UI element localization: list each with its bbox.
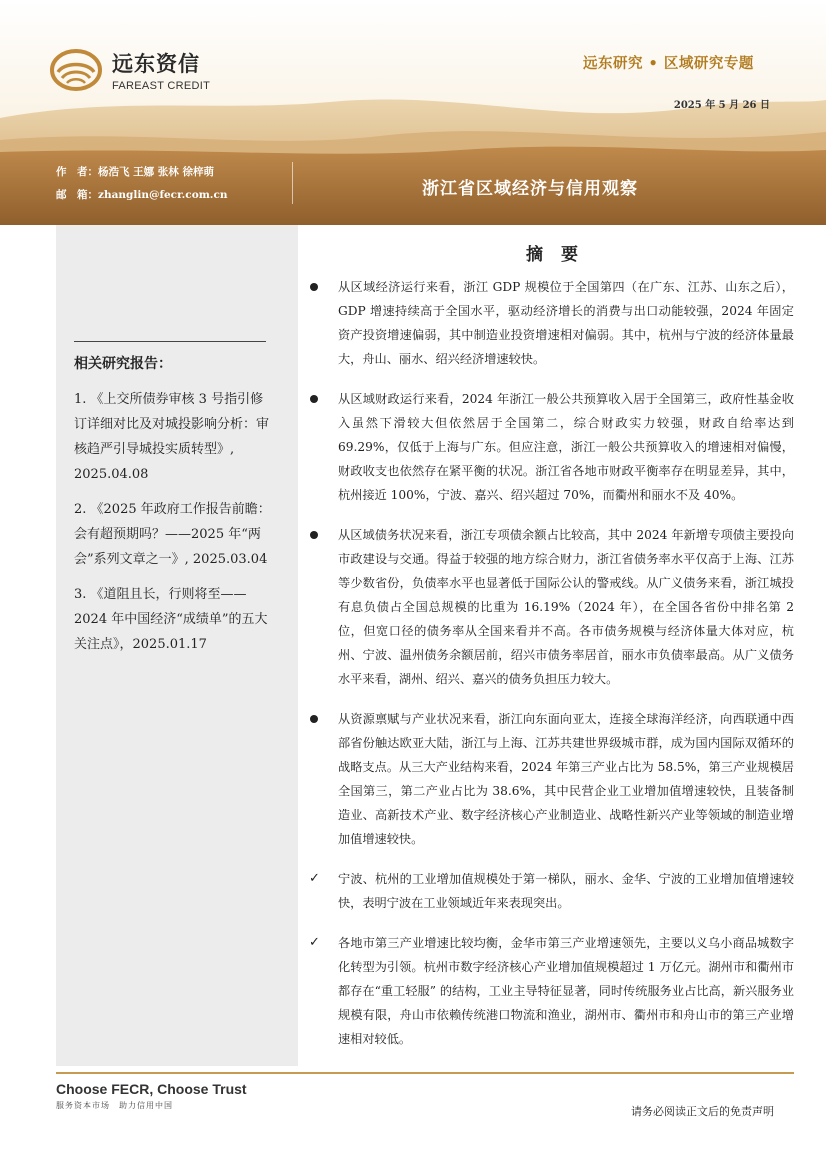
author-label: 作 者： xyxy=(56,166,98,178)
related-report-item[interactable]: 3. 《道阻且长，行则将至——2024 年中国经济“成绩单”的五大关注点》，2025.01.17 xyxy=(74,587,268,652)
checkmark-icon: ✓ xyxy=(309,935,320,950)
email-label: 邮 箱： xyxy=(56,189,98,201)
summary-section xyxy=(310,240,794,1067)
summary-item-text: 从区域债务状况来看，浙江专项债余额占比较高，其中 2024 年新增专项债主要投向市政建设与交通。得益于较强的地方综合财力，浙江省债务率水平仅高于上海、江苏等少数省份，负债率水平也显著低于国际公认的警戒线。从广义债务来看，浙江城投有息负债占全国总规模的比重为 16.19%（2024 年），在全国各省份中排名第 2 位，但宽口径的债务率从全国来看并不高。各市债务规模与经济体量大体对应，杭州、宁波、温州债务余额居前，绍兴市债务率居首，丽水市负债率最高。从广义债务水平来看，湖州、绍兴、嘉兴的债务负担压力较大。 xyxy=(338,528,794,686)
related-report-item[interactable]: 2. 《2025 年政府工作报告前瞻：会有超预期吗？——2025 年“两会”系列文章之一》, 2025.03.04 xyxy=(74,502,271,567)
summary-item-text: 从资源禀赋与产业状况来看，浙江向东面向亚太，连接全球海洋经济，向西联通中西部省份触达欧亚大陆，浙江与上海、江苏共建世界级城市群，成为国内国际双循环的战略支点。从三大产业结构来看，2024 年第三产业占比为 58.5%，第三产业规模居全国第三，第二产业占比为 38.6%，其中民营企业工业增加值增速较快，且装备制造业、高新技术产业、数字经济核心产业制造业、战略性新兴产业等领域的制造业增加值增速较快。 xyxy=(338,712,794,846)
footer-slogan: Choose FECR, Choose Trust xyxy=(56,1081,247,1097)
report-date: 2025 年 5 月 26 日 xyxy=(673,100,770,111)
sidebar-divider xyxy=(74,341,266,342)
summary-item xyxy=(310,707,794,851)
bullet-icon xyxy=(310,395,318,403)
header-divider xyxy=(292,162,293,204)
author-names: 杨浩飞 王娜 张林 徐梓萌 xyxy=(98,166,214,178)
related-reports-list xyxy=(74,387,274,667)
bullet-icon xyxy=(310,715,318,723)
related-report-item[interactable]: 1. 《上交所债券审核 3 号指引修订详细对比及对城投影响分析：审核趋严引导城投实质转型》, 2025.04.08 xyxy=(74,392,270,482)
summary-title: 摘 要 xyxy=(526,245,584,265)
report-title: 浙江省区域经济与信用观察 xyxy=(422,179,638,199)
logo-name-cn: 远东资信 xyxy=(112,52,200,76)
checkmark-icon: ✓ xyxy=(309,871,320,886)
summary-item-text: 从区域经济运行来看，浙江 GDP 规模位于全国第四（在广东、江苏、山东之后），GDP 增速持续高于全国水平，驱动经济增长的消费与出口动能较强，2024 年固定资产投资增速偏弱，其中制造业投资增速相对偏弱。其中，杭州与宁波的经济体量最大，舟山、丽水、绍兴经济增速较快。 xyxy=(338,280,794,366)
series-title: 远东研究 • 区域研究专题 xyxy=(583,55,754,72)
logo-name-en: FAREAST CREDIT xyxy=(112,80,211,92)
summary-item xyxy=(310,387,794,507)
bullet-icon xyxy=(310,531,318,539)
summary-item xyxy=(310,275,794,371)
email-row xyxy=(56,187,228,202)
company-logo xyxy=(50,48,210,92)
author-row xyxy=(56,164,214,179)
footer-divider xyxy=(56,1072,794,1074)
sidebar xyxy=(56,225,298,1066)
summary-subitem xyxy=(310,931,794,1051)
fareast-logo-icon xyxy=(50,48,102,92)
related-reports-heading: 相关研究报告： xyxy=(74,356,172,372)
summary-item-text: 各地市第三产业增速比较均衡，金华市第三产业增速领先，主要以义乌小商品城数字化转型为引领。杭州市数字经济核心产业增加值规模超过 1 万亿元。湖州市和衢州市都存在“重工轻服” 的结构，工业主导特征显著，同时传统服务业占比高，新兴服务业规模有限，舟山市依赖传统港口物流和渔业，湖州市、衢州市和舟山市的第三产业增速相对较低。 xyxy=(338,936,794,1046)
summary-subitem xyxy=(310,867,794,915)
author-email[interactable]: zhanglin@fecr.com.cn xyxy=(98,189,228,201)
summary-item-text: 宁波、杭州的工业增加值规模处于第一梯队，丽水、金华、宁波的工业增加值增速较快，表明宁波在工业领域近年来表现突出。 xyxy=(338,872,794,910)
report-header xyxy=(0,0,826,225)
footer-tagline: 服务资本市场 助力信用中国 xyxy=(56,1101,173,1110)
bullet-icon xyxy=(310,283,318,291)
summary-item xyxy=(310,523,794,691)
disclaimer-note: 请务必阅读正文后的免责声明 xyxy=(631,1105,774,1118)
summary-item-text: 从区域财政运行来看，2024 年浙江一般公共预算收入居于全国第三，政府性基金收入虽然下滑较大但依然居于全国第二，综合财政实力较强，财政自给率达到 69.29%，仅低于上海与广东。但应注意，浙江一般公共预算收入的增速相对偏慢，财政收支也依然存在紧平衡的状况。浙江省各地市财政平衡率存在明显差异，其中，杭州接近 100%，宁波、嘉兴、绍兴超过 70%，而衢州和丽水不及 40%。 xyxy=(338,392,794,502)
